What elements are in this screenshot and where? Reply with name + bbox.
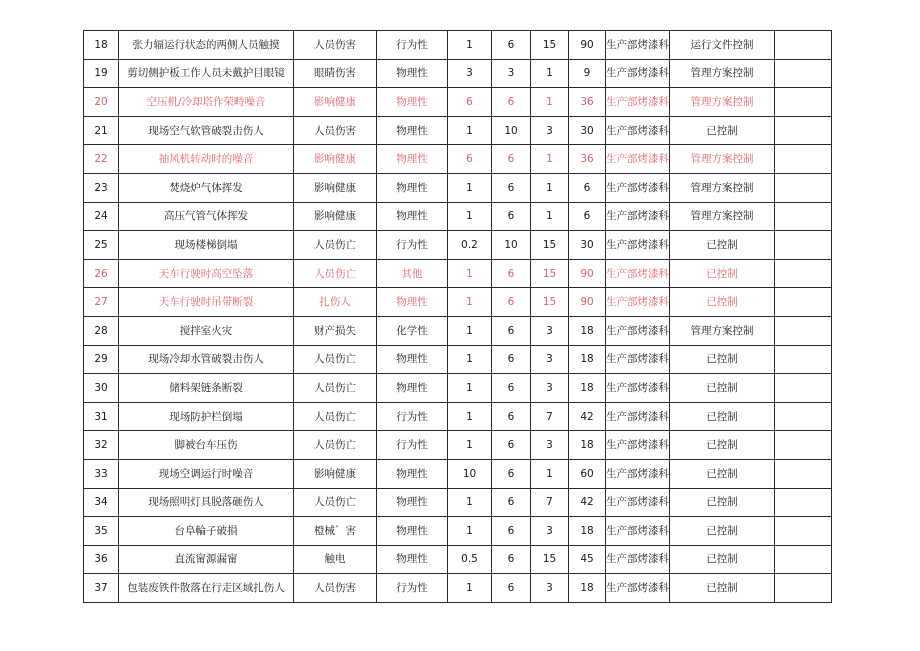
- consequence-value: 1: [531, 173, 569, 202]
- exposure-value: 6: [492, 145, 531, 174]
- hazard-category: 物理性: [377, 88, 448, 117]
- table-row: [84, 145, 832, 174]
- hazard-category: 物理性: [377, 202, 448, 231]
- hazard-category: 行为性: [377, 574, 448, 603]
- table-row: [84, 259, 832, 288]
- risk-score: 30: [569, 116, 606, 145]
- control-measure: 管理方案控制: [670, 202, 775, 231]
- table-row: [84, 202, 832, 231]
- likelihood-value: 1: [448, 116, 492, 145]
- control-measure: 管理方案控制: [670, 88, 775, 117]
- department: 生产部烤漆科: [606, 374, 670, 403]
- likelihood-value: 1: [448, 31, 492, 60]
- exposure-value: 6: [492, 316, 531, 345]
- hazard-category: 物理性: [377, 517, 448, 546]
- risk-score: 42: [569, 488, 606, 517]
- risk-score: 60: [569, 459, 606, 488]
- likelihood-value: 6: [448, 88, 492, 117]
- exposure-value: 6: [492, 402, 531, 431]
- risk-score: 30: [569, 231, 606, 260]
- row-number: 22: [84, 145, 119, 174]
- consequence: 人员伤亡: [294, 231, 377, 260]
- exposure-value: 10: [492, 231, 531, 260]
- consequence-value: 3: [531, 517, 569, 546]
- hazard-category: 物理性: [377, 345, 448, 374]
- table-row: [84, 288, 832, 317]
- exposure-value: 3: [492, 59, 531, 88]
- control-measure: 已控制: [670, 402, 775, 431]
- department: 生产部烤漆科: [606, 259, 670, 288]
- control-measure: 已控制: [670, 431, 775, 460]
- consequence: 人员伤害: [294, 31, 377, 60]
- likelihood-value: 1: [448, 288, 492, 317]
- exposure-value: 6: [492, 374, 531, 403]
- table-row: [84, 459, 832, 488]
- hazard-category: 化学性: [377, 316, 448, 345]
- control-measure: 已控制: [670, 488, 775, 517]
- exposure-value: 6: [492, 545, 531, 574]
- row-number: 23: [84, 173, 119, 202]
- hazard-description: 焚烧炉气体挥发: [119, 173, 294, 202]
- row-number: 33: [84, 459, 119, 488]
- hazard-description: 高压气管气体挥发: [119, 202, 294, 231]
- risk-score: 90: [569, 31, 606, 60]
- consequence: 人员伤亡: [294, 488, 377, 517]
- control-measure: 已控制: [670, 517, 775, 546]
- row-number: 34: [84, 488, 119, 517]
- hazard-description: 天车行驶时吊带断裂: [119, 288, 294, 317]
- risk-score: 90: [569, 259, 606, 288]
- note-cell: [775, 374, 832, 403]
- risk-score: 45: [569, 545, 606, 574]
- risk-score: 6: [569, 202, 606, 231]
- table-row: [84, 88, 832, 117]
- hazard-description: 储料架链条断裂: [119, 374, 294, 403]
- department: 生产部烤漆科: [606, 431, 670, 460]
- risk-assessment-table: [83, 30, 832, 603]
- hazard-description: 脚被台车压伤: [119, 431, 294, 460]
- department: 生产部烤漆科: [606, 574, 670, 603]
- department: 生产部烤漆科: [606, 145, 670, 174]
- consequence: 人员伤亡: [294, 345, 377, 374]
- note-cell: [775, 574, 832, 603]
- hazard-description: 现场照明灯具脱落砸伤人: [119, 488, 294, 517]
- exposure-value: 10: [492, 116, 531, 145]
- hazard-description: 现场冷却水管破裂击伤人: [119, 345, 294, 374]
- hazard-description: 搅拌室火灾: [119, 316, 294, 345]
- department: 生产部烤漆科: [606, 488, 670, 517]
- likelihood-value: 0.2: [448, 231, 492, 260]
- hazard-category: 其他: [377, 259, 448, 288]
- consequence: 人员伤亡: [294, 402, 377, 431]
- hazard-description: 抽风机转动时的噪音: [119, 145, 294, 174]
- risk-score: 18: [569, 374, 606, 403]
- exposure-value: 6: [492, 288, 531, 317]
- risk-score: 36: [569, 145, 606, 174]
- row-number: 26: [84, 259, 119, 288]
- consequence: 人员伤害: [294, 574, 377, 603]
- hazard-description: 天车行驶时高空坠落: [119, 259, 294, 288]
- table-row: [84, 231, 832, 260]
- consequence-value: 1: [531, 145, 569, 174]
- consequence-value: 15: [531, 259, 569, 288]
- row-number: 25: [84, 231, 119, 260]
- risk-score: 36: [569, 88, 606, 117]
- consequence: 影响健康: [294, 459, 377, 488]
- hazard-category: 物理性: [377, 116, 448, 145]
- consequence-value: 15: [531, 31, 569, 60]
- row-number: 19: [84, 59, 119, 88]
- hazard-category: 行为性: [377, 231, 448, 260]
- consequence-value: 7: [531, 402, 569, 431]
- note-cell: [775, 517, 832, 546]
- hazard-description: 直流甯源漏甯: [119, 545, 294, 574]
- row-number: 29: [84, 345, 119, 374]
- note-cell: [775, 31, 832, 60]
- hazard-category: 物理性: [377, 374, 448, 403]
- department: 生产部烤漆科: [606, 59, 670, 88]
- control-measure: 已控制: [670, 116, 775, 145]
- consequence: 扎伤人: [294, 288, 377, 317]
- table-row: [84, 316, 832, 345]
- likelihood-value: 1: [448, 259, 492, 288]
- hazard-category: 行为性: [377, 402, 448, 431]
- hazard-description: 剪切侧护板工作人员未戴护目眼镜: [119, 59, 294, 88]
- likelihood-value: 1: [448, 431, 492, 460]
- risk-score: 18: [569, 574, 606, 603]
- control-measure: 已控制: [670, 545, 775, 574]
- note-cell: [775, 288, 832, 317]
- note-cell: [775, 231, 832, 260]
- note-cell: [775, 116, 832, 145]
- note-cell: [775, 402, 832, 431]
- control-measure: 已控制: [670, 574, 775, 603]
- exposure-value: 6: [492, 173, 531, 202]
- hazard-category: 物理性: [377, 59, 448, 88]
- row-number: 30: [84, 374, 119, 403]
- row-number: 31: [84, 402, 119, 431]
- table-row: [84, 59, 832, 88]
- control-measure: 管理方案控制: [670, 173, 775, 202]
- table-row: [84, 488, 832, 517]
- hazard-category: 物理性: [377, 488, 448, 517]
- hazard-description: 现场空气软管破裂击伤人: [119, 116, 294, 145]
- department: 生产部烤漆科: [606, 202, 670, 231]
- consequence-value: 1: [531, 202, 569, 231]
- department: 生产部烤漆科: [606, 173, 670, 202]
- control-measure: 已控制: [670, 345, 775, 374]
- control-measure: 已控制: [670, 288, 775, 317]
- consequence: 影响健康: [294, 145, 377, 174]
- consequence: 眼睛伤害: [294, 59, 377, 88]
- department: 生产部烤漆科: [606, 88, 670, 117]
- likelihood-value: 1: [448, 488, 492, 517]
- department: 生产部烤漆科: [606, 545, 670, 574]
- hazard-category: 物理性: [377, 145, 448, 174]
- note-cell: [775, 459, 832, 488]
- department: 生产部烤漆科: [606, 402, 670, 431]
- department: 生产部烤漆科: [606, 231, 670, 260]
- consequence: 影响健康: [294, 88, 377, 117]
- hazard-description: 包装废铁件散落在行走区域扎伤人: [119, 574, 294, 603]
- hazard-description: 空压机/冷却塔作荣畤噪音: [119, 88, 294, 117]
- consequence-value: 3: [531, 574, 569, 603]
- row-number: 37: [84, 574, 119, 603]
- consequence-value: 3: [531, 116, 569, 145]
- control-measure: 已控制: [670, 231, 775, 260]
- table-row: [84, 173, 832, 202]
- consequence-value: 3: [531, 431, 569, 460]
- exposure-value: 6: [492, 202, 531, 231]
- note-cell: [775, 345, 832, 374]
- row-number: 18: [84, 31, 119, 60]
- table-row: [84, 545, 832, 574]
- control-measure: 管理方案控制: [670, 145, 775, 174]
- consequence: 橙械゛害: [294, 517, 377, 546]
- consequence-value: 15: [531, 545, 569, 574]
- control-measure: 管理方案控制: [670, 59, 775, 88]
- exposure-value: 6: [492, 31, 531, 60]
- likelihood-value: 1: [448, 517, 492, 546]
- table-row: [84, 402, 832, 431]
- risk-score: 90: [569, 288, 606, 317]
- department: 生产部烤漆科: [606, 288, 670, 317]
- consequence: 触电: [294, 545, 377, 574]
- risk-score: 18: [569, 431, 606, 460]
- row-number: 28: [84, 316, 119, 345]
- note-cell: [775, 173, 832, 202]
- note-cell: [775, 488, 832, 517]
- note-cell: [775, 316, 832, 345]
- control-measure: 已控制: [670, 374, 775, 403]
- table-row: [84, 374, 832, 403]
- risk-score: 6: [569, 173, 606, 202]
- hazard-description: 现场空调运行时噪音: [119, 459, 294, 488]
- table-row: [84, 31, 832, 60]
- table-row: [84, 431, 832, 460]
- exposure-value: 6: [492, 517, 531, 546]
- consequence: 人员伤亡: [294, 374, 377, 403]
- likelihood-value: 6: [448, 145, 492, 174]
- consequence-value: 3: [531, 316, 569, 345]
- note-cell: [775, 431, 832, 460]
- risk-score: 42: [569, 402, 606, 431]
- likelihood-value: 1: [448, 574, 492, 603]
- row-number: 21: [84, 116, 119, 145]
- consequence-value: 1: [531, 459, 569, 488]
- note-cell: [775, 259, 832, 288]
- consequence-value: 3: [531, 374, 569, 403]
- likelihood-value: 1: [448, 345, 492, 374]
- likelihood-value: 1: [448, 402, 492, 431]
- table-row: [84, 116, 832, 145]
- consequence: 人员伤害: [294, 116, 377, 145]
- likelihood-value: 0.5: [448, 545, 492, 574]
- department: 生产部烤漆科: [606, 517, 670, 546]
- exposure-value: 6: [492, 431, 531, 460]
- consequence-value: 15: [531, 231, 569, 260]
- note-cell: [775, 202, 832, 231]
- likelihood-value: 1: [448, 374, 492, 403]
- risk-score: 9: [569, 59, 606, 88]
- row-number: 35: [84, 517, 119, 546]
- consequence-value: 7: [531, 488, 569, 517]
- exposure-value: 6: [492, 88, 531, 117]
- likelihood-value: 10: [448, 459, 492, 488]
- hazard-description: 张力辐运行状态的两侧人员触摸: [119, 31, 294, 60]
- consequence-value: 1: [531, 59, 569, 88]
- note-cell: [775, 59, 832, 88]
- hazard-category: 物理性: [377, 288, 448, 317]
- exposure-value: 6: [492, 459, 531, 488]
- row-number: 36: [84, 545, 119, 574]
- hazard-category: 行为性: [377, 431, 448, 460]
- consequence: 财产损失: [294, 316, 377, 345]
- consequence: 人员伤亡: [294, 259, 377, 288]
- likelihood-value: 1: [448, 202, 492, 231]
- department: 生产部烤漆科: [606, 31, 670, 60]
- note-cell: [775, 88, 832, 117]
- consequence: 人员伤亡: [294, 431, 377, 460]
- risk-score: 18: [569, 316, 606, 345]
- control-measure: 已控制: [670, 259, 775, 288]
- row-number: 27: [84, 288, 119, 317]
- control-measure: 管理方案控制: [670, 316, 775, 345]
- hazard-description: 台阜輪子破損: [119, 517, 294, 546]
- control-measure: 已控制: [670, 459, 775, 488]
- table-row: [84, 517, 832, 546]
- hazard-description: 现场楼梯倒塌: [119, 231, 294, 260]
- hazard-category: 物理性: [377, 545, 448, 574]
- exposure-value: 6: [492, 574, 531, 603]
- likelihood-value: 3: [448, 59, 492, 88]
- risk-score: 18: [569, 517, 606, 546]
- risk-score: 18: [569, 345, 606, 374]
- note-cell: [775, 145, 832, 174]
- row-number: 20: [84, 88, 119, 117]
- exposure-value: 6: [492, 488, 531, 517]
- table-row: [84, 574, 832, 603]
- consequence-value: 3: [531, 345, 569, 374]
- consequence: 影响健康: [294, 173, 377, 202]
- table-row: [84, 345, 832, 374]
- likelihood-value: 1: [448, 173, 492, 202]
- department: 生产部烤漆科: [606, 459, 670, 488]
- row-number: 24: [84, 202, 119, 231]
- department: 生产部烤漆科: [606, 345, 670, 374]
- exposure-value: 6: [492, 345, 531, 374]
- exposure-value: 6: [492, 259, 531, 288]
- department: 生产部烤漆科: [606, 316, 670, 345]
- note-cell: [775, 545, 832, 574]
- department: 生产部烤漆科: [606, 116, 670, 145]
- hazard-description: 现场防护栏倒塌: [119, 402, 294, 431]
- consequence: 影响健康: [294, 202, 377, 231]
- consequence-value: 1: [531, 88, 569, 117]
- control-measure: 运行文件控制: [670, 31, 775, 60]
- row-number: 32: [84, 431, 119, 460]
- hazard-category: 物理性: [377, 459, 448, 488]
- consequence-value: 15: [531, 288, 569, 317]
- likelihood-value: 1: [448, 316, 492, 345]
- hazard-category: 物理性: [377, 173, 448, 202]
- hazard-category: 行为性: [377, 31, 448, 60]
